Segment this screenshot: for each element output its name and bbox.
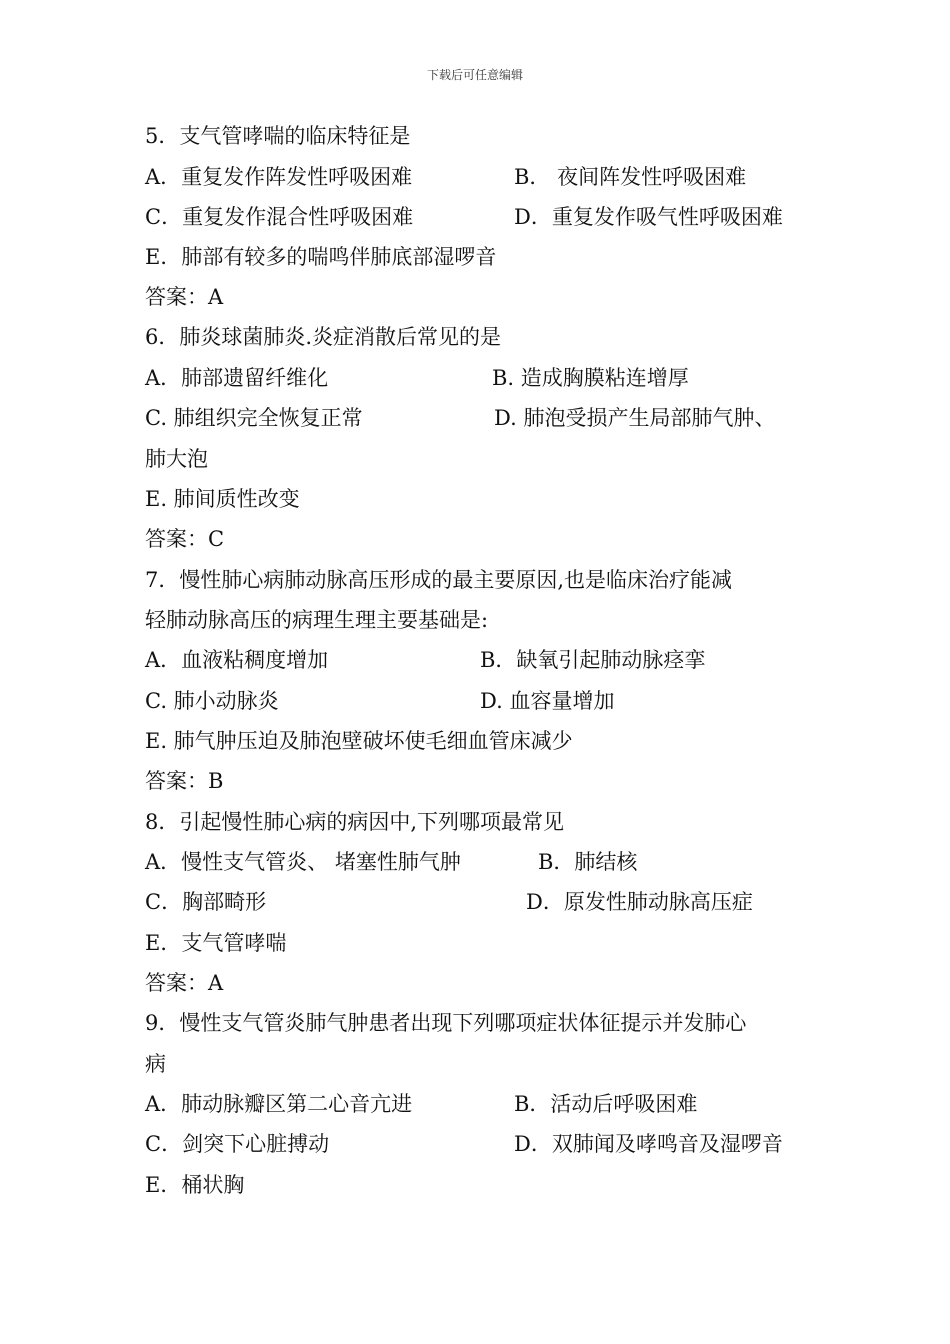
question-6-option-d-continued: 肺大泡 bbox=[145, 447, 208, 471]
question-6-stem: 6．肺炎球菌肺炎.炎症消散后常见的是 bbox=[145, 325, 502, 349]
question-9-option-d: D．双肺闻及哮鸣音及湿啰音 bbox=[514, 1132, 783, 1156]
question-9-stem-line-1: 9．慢性支气管炎肺气肿患者出现下列哪项症状体征提示并发肺心 bbox=[145, 1011, 747, 1035]
question-7-stem-line-2: 轻肺动脉高压的病理生理主要基础是: bbox=[145, 608, 489, 632]
question-9-option-e: E．桶状胸 bbox=[145, 1173, 245, 1197]
question-8-stem: 8．引起慢性肺心病的病因中,下列哪项最常见 bbox=[145, 810, 565, 834]
question-8-option-a: A．慢性支气管炎、 堵塞性肺气肿 bbox=[145, 850, 461, 874]
question-6-option-e: E. 肺间质性改变 bbox=[145, 487, 300, 511]
question-6-option-b: B. 造成胸膜粘连增厚 bbox=[492, 366, 689, 390]
question-6-option-a: A．肺部遗留纤维化 bbox=[145, 366, 329, 390]
page-header: 下载后可任意编辑 bbox=[426, 68, 523, 82]
question-5-option-a: A．重复发作阵发性呼吸困难 bbox=[145, 165, 413, 189]
question-7-option-b: B．缺氧引起肺动脉痉挛 bbox=[480, 648, 706, 672]
question-5-option-d: D．重复发作吸气性呼吸困难 bbox=[514, 205, 783, 229]
question-7-option-e: E. 肺气肿压迫及肺泡壁破坏使毛细血管床减少 bbox=[145, 729, 573, 753]
question-9-option-a: A．肺动脉瓣区第二心音亢进 bbox=[145, 1092, 413, 1116]
question-5-option-e: E．肺部有较多的喘鸣伴肺底部湿啰音 bbox=[145, 245, 497, 269]
question-9-option-c: C．剑突下心脏搏动 bbox=[145, 1132, 330, 1156]
question-5-stem: 5．支气管哮喘的临床特征是 bbox=[145, 124, 411, 148]
question-8-answer: 答案：A bbox=[145, 971, 224, 995]
question-8-option-b: B．肺结核 bbox=[538, 850, 638, 874]
question-6-option-d: D. 肺泡受损产生局部肺气肿、 bbox=[494, 406, 776, 430]
question-6-option-c: C. 肺组织完全恢复正常 bbox=[145, 406, 363, 430]
question-8-option-c: C．胸部畸形 bbox=[145, 890, 267, 914]
question-7-option-d: D. 血容量增加 bbox=[480, 689, 615, 713]
question-7-answer: 答案：B bbox=[145, 769, 224, 793]
question-9-stem-line-2: 病 bbox=[145, 1052, 166, 1076]
question-8-option-d: D．原发性肺动脉高压症 bbox=[526, 890, 753, 914]
question-5-answer: 答案：A bbox=[145, 285, 224, 309]
question-6-answer: 答案：C bbox=[145, 527, 225, 551]
question-9-option-b: B．活动后呼吸困难 bbox=[514, 1092, 698, 1116]
question-5-option-b: B． 夜间阵发性呼吸困难 bbox=[514, 165, 747, 189]
question-8-option-e: E．支气管哮喘 bbox=[145, 931, 287, 955]
question-7-option-a: A．血液粘稠度增加 bbox=[145, 648, 329, 672]
question-7-stem-line-1: 7．慢性肺心病肺动脉高压形成的最主要原因,也是临床治疗能减 bbox=[145, 568, 733, 592]
question-5-option-c: C．重复发作混合性呼吸困难 bbox=[145, 205, 414, 229]
question-7-option-c: C. 肺小动脉炎 bbox=[145, 689, 279, 713]
